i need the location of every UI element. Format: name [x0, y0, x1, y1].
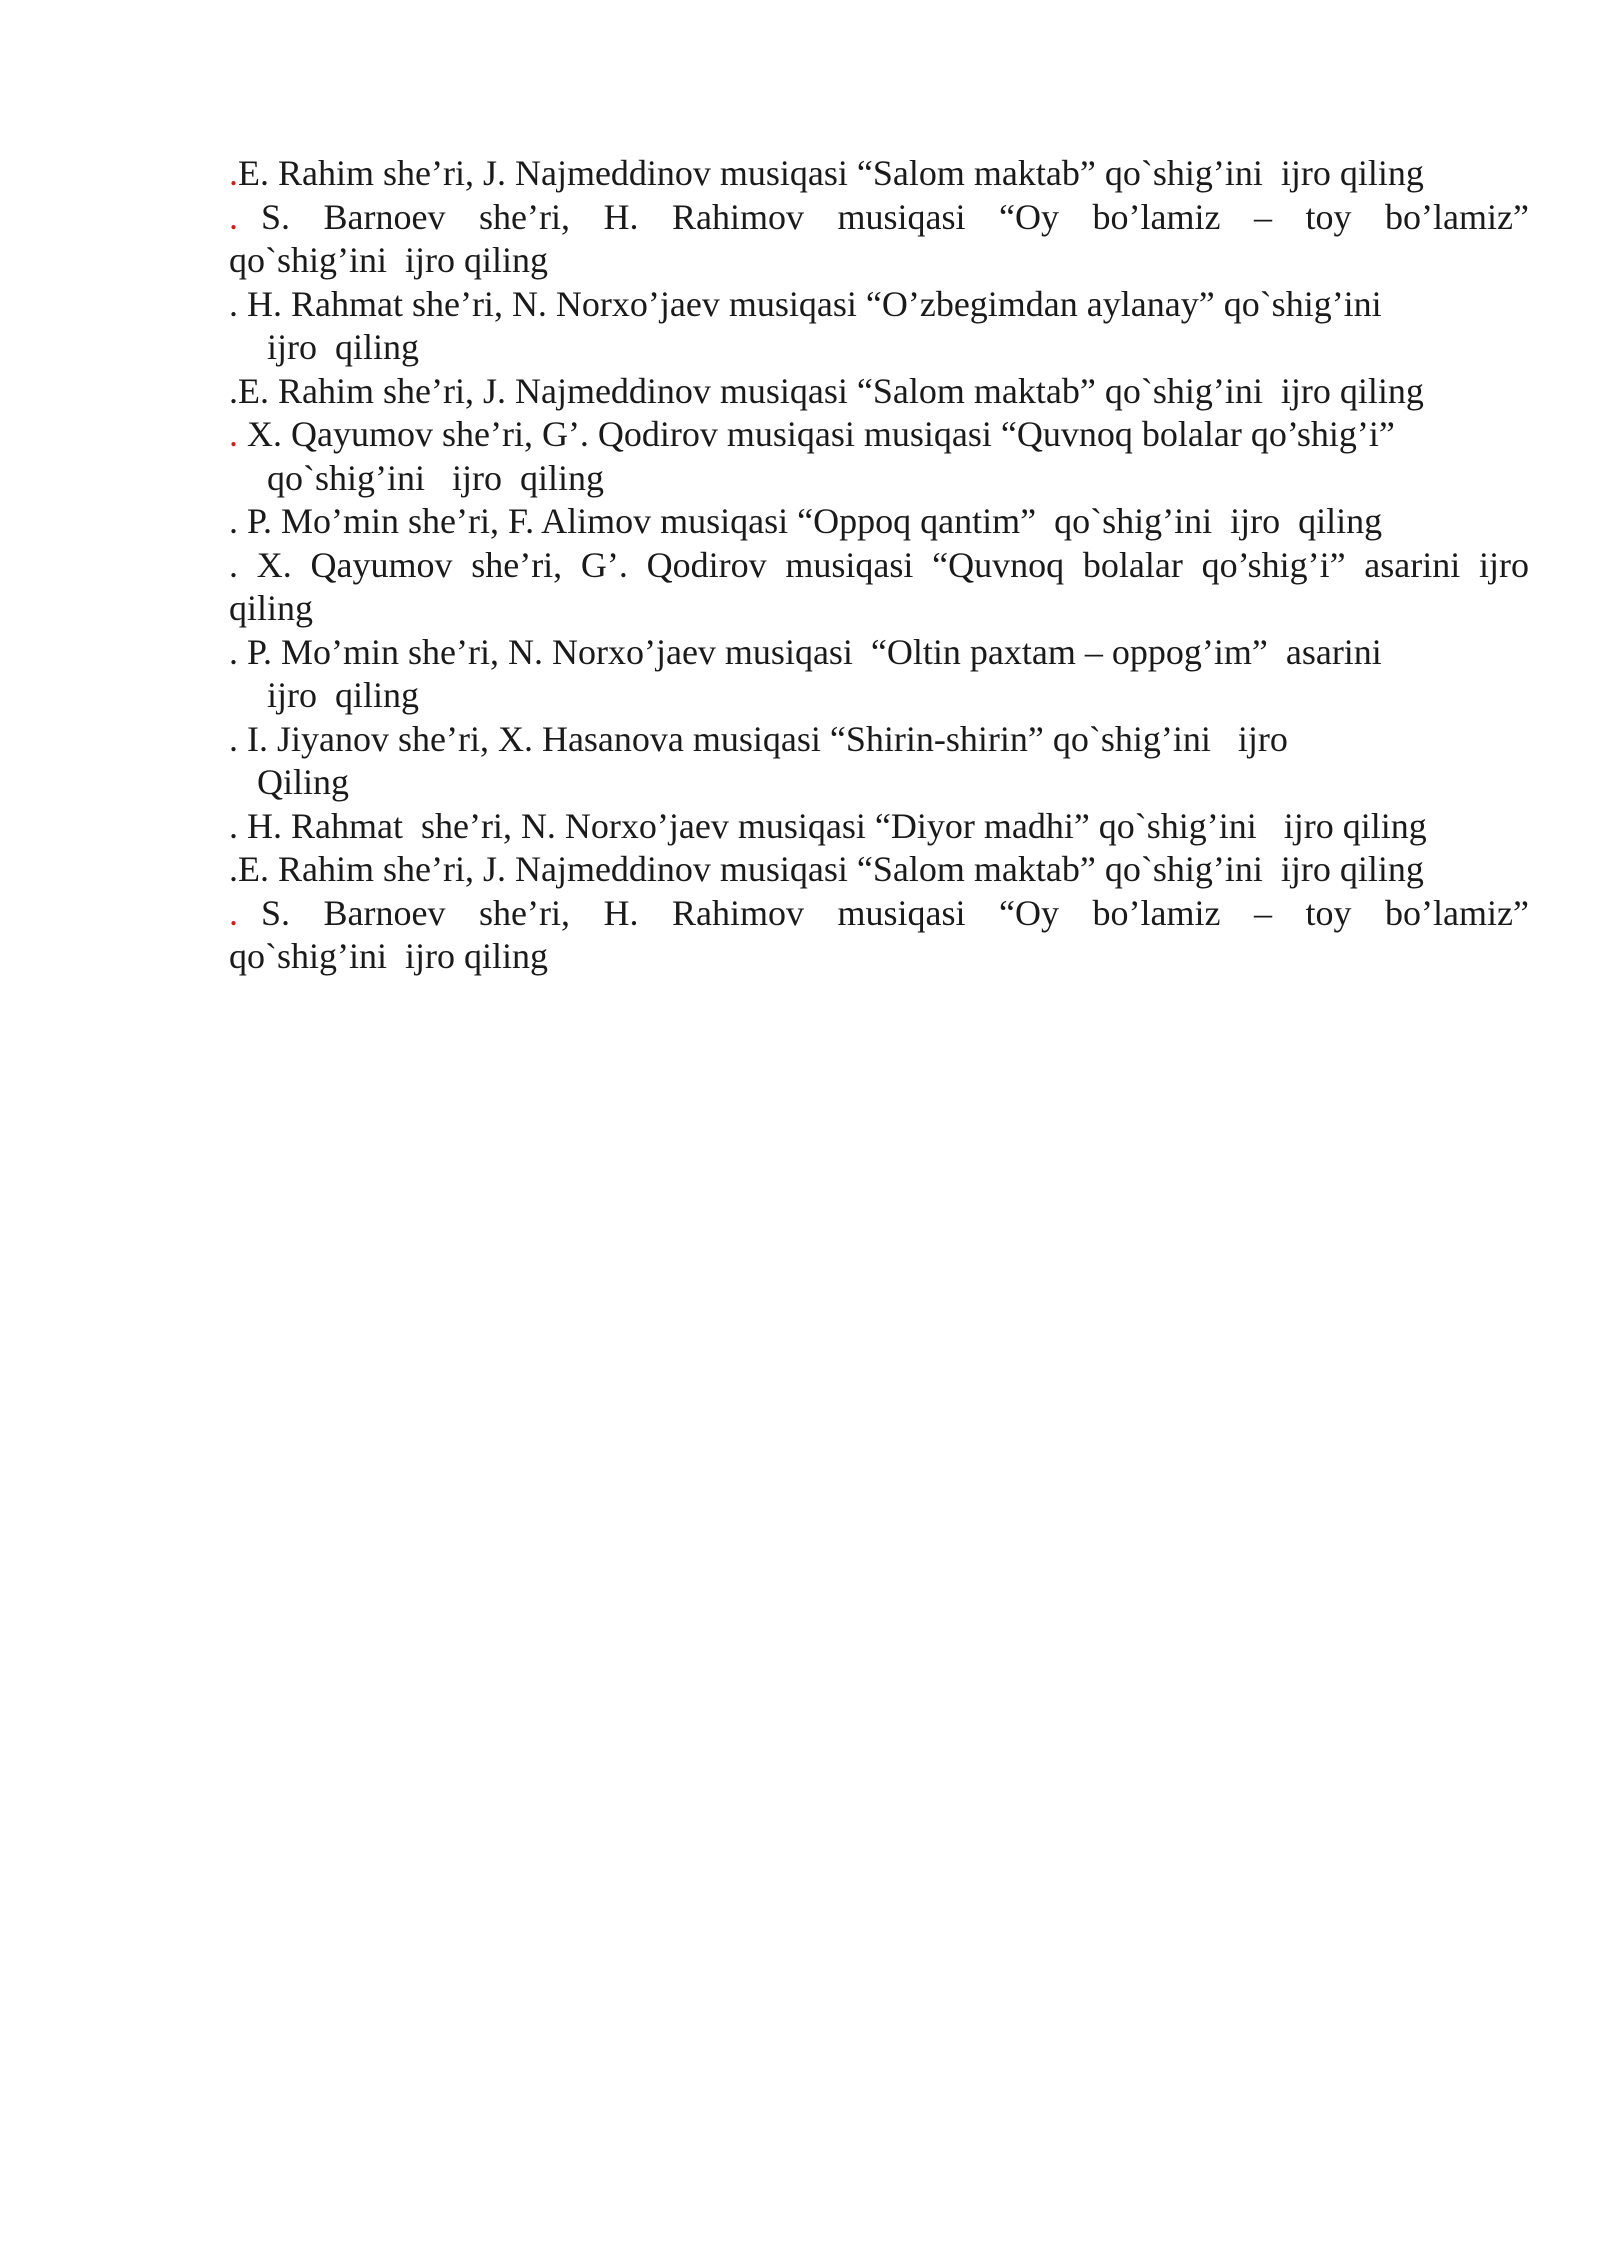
bullet: .	[229, 805, 238, 846]
bullet: .	[229, 196, 238, 237]
list-item	[229, 370, 1529, 414]
bullet: .	[229, 414, 238, 454]
list-item-continuation	[229, 761, 1529, 805]
line-text: ijro qiling	[267, 327, 419, 367]
line-text: E. Rahim she’ri, J. Najmeddinov musiqasi “Salom maktab” qo`shig’ini ijro qiling	[238, 849, 1424, 889]
line-text: P. Mo’min she’ri, N. Norxo’jaev musiqasi “Oltin paxtam – oppog’im” asarini	[238, 631, 1382, 672]
line-text: qo`shig’ini ijro qiling	[229, 240, 548, 280]
line-text: ijro qiling	[267, 675, 419, 715]
list-item	[229, 544, 1529, 588]
list-item	[229, 283, 1529, 327]
list-item	[229, 805, 1529, 849]
list-item	[229, 892, 1529, 936]
line-text: qiling	[229, 588, 314, 628]
list-item	[229, 196, 1529, 240]
line-text: S. Barnoev she’ri, H. Rahimov musiqasi “Oy bo’lamiz – toy bo’lamiz”	[261, 196, 1529, 237]
bullet: .	[229, 283, 238, 324]
list-item-continuation	[229, 935, 1529, 979]
line-text: Qiling	[257, 762, 350, 802]
list-item-continuation	[229, 239, 1529, 283]
list-item	[229, 718, 1529, 762]
bullet: .	[229, 501, 238, 541]
list-item	[229, 152, 1529, 196]
bullet: .	[229, 544, 238, 585]
list-item-continuation	[229, 326, 1529, 370]
line-text: H. Rahmat she’ri, N. Norxo’jaev musiqasi “O’zbegimdan aylanay” qo`shig’ini	[238, 283, 1382, 324]
line-text: H. Rahmat she’ri, N. Norxo’jaev musiqasi “Diyor madhi” qo`shig’ini ijro qiling	[238, 805, 1427, 846]
line-text: E. Rahim she’ri, J. Najmeddinov musiqasi “Salom maktab” qo`shig’ini ijro qiling	[238, 153, 1424, 193]
list-item	[229, 500, 1529, 544]
line-text: X. Qayumov she’ri, G’. Qodirov musiqasi musiqasi “Quvnoq bolalar qo’shig’i”	[238, 414, 1395, 454]
bullet: .	[229, 849, 238, 889]
line-text: S. Barnoev she’ri, H. Rahimov musiqasi “Oy bo’lamiz – toy bo’lamiz”	[261, 892, 1529, 933]
list-item	[229, 848, 1529, 892]
bullet: .	[229, 892, 238, 933]
line-text: E. Rahim she’ri, J. Najmeddinov musiqasi “Salom maktab” qo`shig’ini ijro qiling	[238, 370, 1424, 411]
list-item	[229, 413, 1529, 457]
bullet: .	[229, 631, 238, 672]
line-text: qo`shig’ini ijro qiling	[267, 457, 604, 498]
document-body	[229, 152, 1529, 979]
line-text: I. Jiyanov she’ri, X. Hasanova musiqasi “Shirin-shirin” qo`shig’ini ijro	[238, 718, 1288, 759]
list-item-continuation	[229, 674, 1529, 718]
list-item	[229, 631, 1529, 675]
list-item-continuation	[229, 457, 1529, 501]
bullet: .	[229, 370, 238, 411]
bullet: .	[229, 153, 238, 193]
list-item-continuation	[229, 587, 1529, 631]
line-text: P. Mo’min she’ri, F. Alimov musiqasi “Oppoq qantim” qo`shig’ini ijro qiling	[238, 501, 1383, 541]
line-text: qo`shig’ini ijro qiling	[229, 936, 548, 976]
bullet: .	[229, 718, 238, 759]
line-text: X. Qayumov she’ri, G’. Qodirov musiqasi “Quvnoq bolalar qo’shig’i” asarini ijro	[238, 544, 1529, 585]
